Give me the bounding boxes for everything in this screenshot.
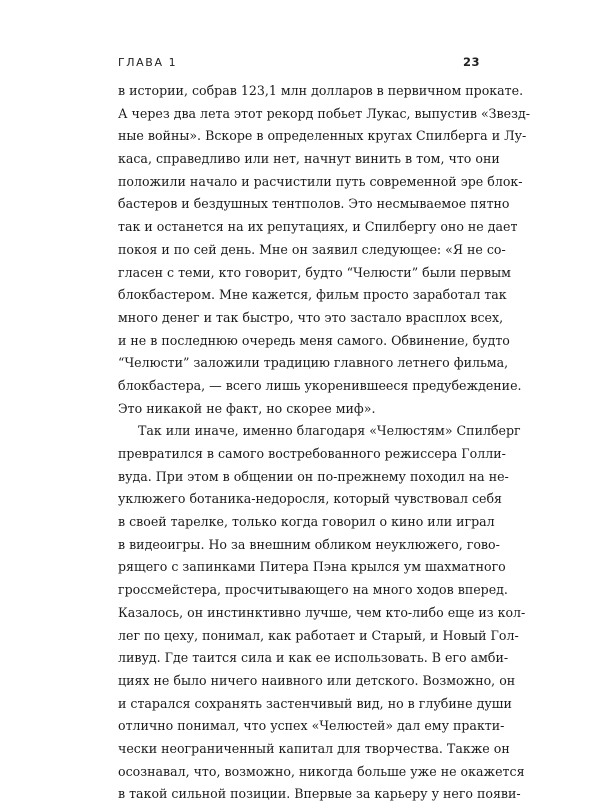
running-header <box>118 55 480 69</box>
paragraph <box>118 420 526 806</box>
text-line: превратился в самого востребованного режиссера Голли- <box>118 446 506 461</box>
page-number: 23 <box>462 55 480 69</box>
text-line: Казалось, он инстинктивно лучше, чем кто-либо еще из кол- <box>118 604 526 620</box>
body-text <box>118 80 530 806</box>
text-line: Это никакой не факт, но скорее миф». <box>118 400 376 416</box>
text-line: лег по цеху, понимал, как работает и Старый, и Новый Гол- <box>118 627 519 643</box>
text-line: бастеров и бездушных тентполов. Это несмываемое пятно <box>118 196 510 212</box>
text-line: блокбастером. Мне кажется, фильм просто заработал так <box>118 287 507 303</box>
text-line: покоя и по сей день. Мне он заявил следующее: «Я не со- <box>118 241 506 257</box>
text-line: в видеоигры. Но за внешним обликом неуклюжего, гово- <box>118 536 500 552</box>
text-line: осознавал, что, возможно, никогда больше уже не окажется <box>118 763 525 779</box>
text-line: Так или иначе, именно благодаря «Челюстям» Спилберг <box>138 423 521 439</box>
text-line: положили начало и расчистили путь современной эре блок- <box>118 173 523 189</box>
text-line: в истории, собрав 123,1 млн долларов в первичном прокате. <box>118 83 524 98</box>
text-line: гласен с теми, кто говорит, будто “Челюсти” были первым <box>118 264 511 280</box>
text-line: гроссмейстера, просчитывающего на много ходов вперед. <box>118 582 508 598</box>
text-line: чески неограниченный капитал для творчества. Также он <box>118 740 510 756</box>
text-line: в своей тарелке, только когда говорил о кино или играл <box>118 514 495 530</box>
text-line: ливуд. Где таится сила и как ее использовать. В его амби- <box>118 650 509 666</box>
text-line: каса, справедливо или нет, начнут винить в том, что они <box>118 151 500 167</box>
text-line: вуда. При этом в общении он по-прежнему походил на не- <box>118 468 509 484</box>
text-line: отлично понимал, что успех «Челюстей» дал ему практи- <box>118 718 505 734</box>
text-line: много денег и так быстро, что это застало врасплох всех, <box>118 309 504 325</box>
text-line: циях не было ничего наивного или детского. Возможно, он <box>118 672 516 688</box>
text-line: так и останется на их репутациях, и Спилбергу оно не дает <box>118 219 518 235</box>
text-line: и старался сохранять застенчивый вид, но в глубине души <box>118 695 512 711</box>
text-line: ные войны». Вскоре в определенных кругах Спилберга и Лу- <box>118 128 527 144</box>
text-line: и не в последнюю очередь меня самого. Обвинение, будто <box>118 332 510 348</box>
chapter-title: ГЛАВА 1 <box>118 55 178 69</box>
text-line: блокбастера, — всего лишь укоренившееся предубеждение. <box>118 377 522 393</box>
text-line: уклюжего ботаника-недоросля, который чувствовал себя <box>118 491 502 507</box>
paragraph <box>118 80 530 420</box>
text-line: “Челюсти” заложили традицию главного летнего фильма, <box>118 355 509 371</box>
text-line: рящего с запинками Питера Пэна крылся ум шахматного <box>118 559 506 575</box>
text-line: А через два лета этот рекорд побьет Лукас, выпустив «Звезд- <box>118 105 530 121</box>
text-line: в такой сильной позиции. Впервые за карьеру у него появи- <box>118 786 521 802</box>
